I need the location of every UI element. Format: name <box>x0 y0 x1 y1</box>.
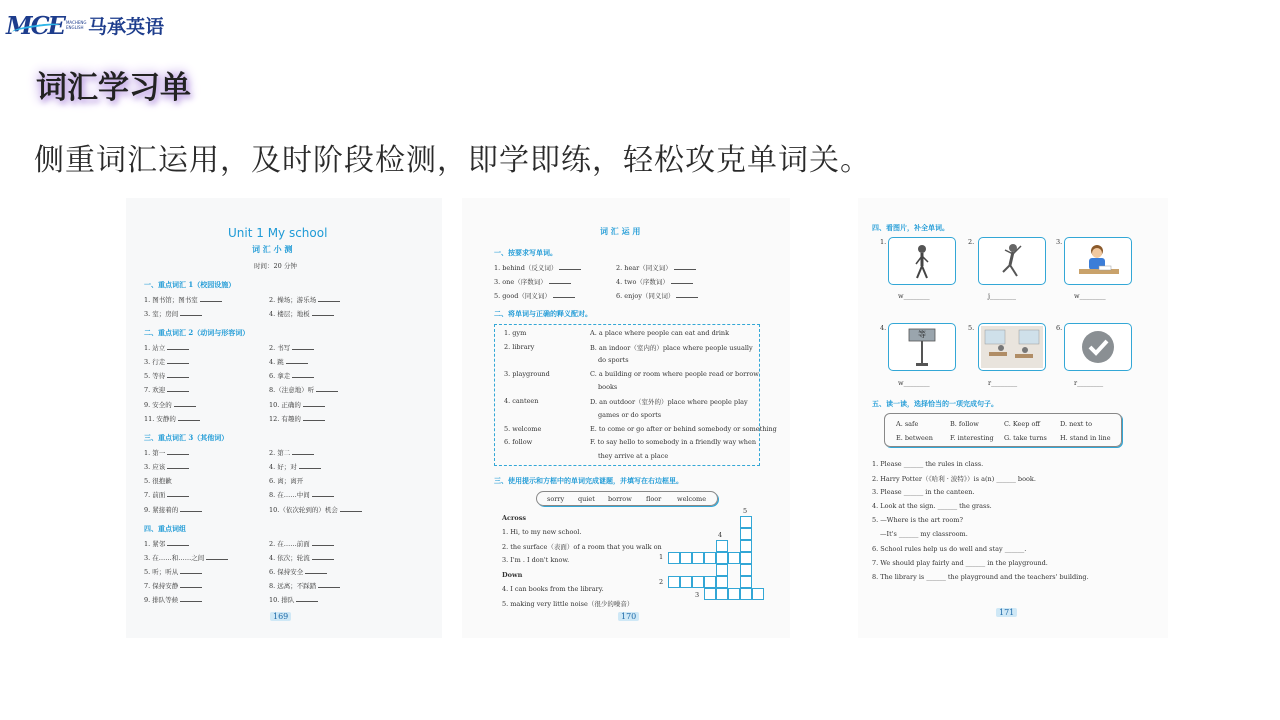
crossword-cell[interactable] <box>704 552 716 564</box>
page-title: 词汇学习单 <box>36 70 191 106</box>
list-item: 2. 书写 <box>269 343 314 352</box>
writing-boy-picture <box>1064 237 1132 285</box>
section-3-heading: 三、使用提示和方框中的单词完成谜题，并填写在右边框里。 <box>494 476 683 485</box>
crossword-cell[interactable] <box>740 552 752 564</box>
option: A. safe <box>896 420 919 428</box>
crossword-cell[interactable] <box>740 564 752 576</box>
match-def: D. an outdoor（室外的）place where people play <box>590 398 748 406</box>
list-item: 4. 楼层；地板 <box>269 309 334 318</box>
pic-number: 2. <box>968 238 975 246</box>
clue: 2. the surface（表面）of a room that you walk on <box>502 543 662 551</box>
match-def: E. to come or go after or behind somebody or something <box>590 425 777 433</box>
section-4-heading: 四、重点词组 <box>144 524 186 533</box>
page-number: 171 <box>996 608 1017 617</box>
sign-text: 等 <box>918 330 926 339</box>
match-word: 4. canteen <box>504 397 539 405</box>
list-item: 4. 好；对 <box>269 462 321 471</box>
crossword-cell[interactable] <box>716 564 728 576</box>
list-item: 7. 前面 <box>144 490 189 499</box>
list-item: 2. 操场；游乐场 <box>269 295 340 304</box>
option: H. stand in line <box>1060 434 1111 442</box>
list-item: 7. 欢迎 <box>144 385 189 394</box>
pic-hint: w________ <box>898 379 930 387</box>
clue: 4. I can books from the library. <box>502 585 604 593</box>
sentence: 7. We should play fairly and ______ in the playground. <box>872 559 1048 567</box>
pic-number: 3. <box>1056 238 1063 246</box>
list-item: 11. 安静的 <box>144 414 200 423</box>
grid-number: 4 <box>718 531 723 539</box>
list-item: 5. 很抱歉 <box>144 477 172 485</box>
page-heading: 词 汇 运 用 <box>600 226 641 236</box>
word-bank-item: borrow <box>608 495 632 503</box>
list-item: 10. 排队 <box>269 595 318 604</box>
list-item: 3. one（序数词） <box>494 277 571 286</box>
pic-number: 6. <box>1056 324 1063 332</box>
crossword-cell[interactable] <box>716 540 728 552</box>
crossword-cell[interactable] <box>680 552 692 564</box>
crossword-cell[interactable] <box>740 540 752 552</box>
list-item: 9. 紧接着的 <box>144 505 202 514</box>
match-def: they arrive at a place <box>598 452 669 460</box>
list-item: 7. 保持安静 <box>144 581 202 590</box>
crossword-cell[interactable] <box>728 552 740 564</box>
match-word: 3. playground <box>504 370 550 378</box>
option: D. next to <box>1060 420 1093 428</box>
grid-number: 5 <box>743 507 748 515</box>
pic-number: 1. <box>880 238 887 246</box>
grid-number: 3 <box>695 591 700 599</box>
pic-hint: r________ <box>988 379 1018 387</box>
section-2-heading: 二、将单词与正确的释义配对。 <box>494 309 592 318</box>
list-item: 8. 远离；不踩踏 <box>269 581 340 590</box>
crossword-cell[interactable] <box>740 528 752 540</box>
crossword-cell[interactable] <box>752 588 764 600</box>
list-item: 12. 有趣的 <box>269 414 325 423</box>
list-item: 1. 紧邻 <box>144 539 189 548</box>
pic-hint: w________ <box>1074 292 1106 300</box>
list-item: 5. good（同义词） <box>494 291 575 300</box>
crossword-cell[interactable] <box>728 588 740 600</box>
sentence: 8. The library is ______ the playground and the teachers' building. <box>872 573 1089 581</box>
match-def: C. a building or room where people read or borrow <box>590 370 759 378</box>
list-item: 2. 在……前面 <box>269 539 334 548</box>
match-def: A. a place where people can eat and drink <box>590 329 730 337</box>
option: B. follow <box>950 420 979 428</box>
list-item: 8.（注意地）听 <box>269 385 338 394</box>
crossword-cell[interactable] <box>680 576 692 588</box>
match-word: 5. welcome <box>504 425 542 433</box>
match-def: do sports <box>598 356 629 364</box>
list-item: 4. two（序数词） <box>616 277 693 286</box>
sentence: 3. Please ______ in the canteen. <box>872 488 975 496</box>
clue: 1. Hi, to my new school. <box>502 528 582 536</box>
list-item: 8. 在……中间 <box>269 490 334 499</box>
crossword-cell[interactable] <box>668 552 680 564</box>
list-item: 3. 应该 <box>144 462 189 471</box>
list-item: 3. 行走 <box>144 357 189 366</box>
pic-hint: j________ <box>988 292 1017 300</box>
list-item: 6. enjoy（同义词） <box>616 291 698 300</box>
quiz-time: 时间：20 分钟 <box>254 262 297 270</box>
section-1-heading: 一、按要求写单词。 <box>494 248 557 257</box>
crossword-cell[interactable] <box>668 576 680 588</box>
page-number: 170 <box>618 612 639 621</box>
grid-number: 1 <box>659 553 664 561</box>
pic-hint: w________ <box>898 292 930 300</box>
worksheet-page-170 <box>462 198 790 638</box>
list-item: 5. 听；听从 <box>144 567 202 576</box>
unit-title: Unit 1 My school <box>228 226 328 240</box>
match-def: B. an indoor（室内的）place where people usually <box>590 344 753 352</box>
page-number: 169 <box>270 612 291 621</box>
list-item: 6. 保持安全 <box>269 567 327 576</box>
match-word: 1. gym <box>504 329 527 337</box>
crossword-cell[interactable] <box>716 588 728 600</box>
list-item: 10.（依次轮到的）机会 <box>269 505 362 514</box>
crossword-cell[interactable] <box>716 576 728 588</box>
crossword-cell[interactable] <box>740 576 752 588</box>
option: F. interesting <box>950 434 994 442</box>
crossword-cell[interactable] <box>704 588 716 600</box>
option: C. Keep off <box>1004 420 1041 428</box>
sentence: 2. Harry Potter（《哈利 · 波特》）is a(n) ______ book. <box>872 475 1036 483</box>
sentence: 4. Look at the sign. ______ the grass. <box>872 502 992 510</box>
word-bank-item: floor <box>646 495 662 503</box>
pic-number: 5. <box>968 324 975 332</box>
worksheet-page-169 <box>126 198 442 638</box>
word-bank-item: quiet <box>578 495 595 503</box>
match-def: books <box>598 383 618 391</box>
list-item: 1. 第一 <box>144 448 189 457</box>
match-word: 2. library <box>504 343 535 351</box>
list-item: 4. 跳 <box>269 357 308 366</box>
section-1-heading: 一、重点词汇 1（校园设施） <box>144 280 236 289</box>
list-item: 6. 拿走 <box>269 371 314 380</box>
wait-sign-picture <box>888 323 956 371</box>
option: G. take turns <box>1004 434 1047 442</box>
crossword-cell[interactable] <box>692 576 704 588</box>
check-mark-picture <box>1064 323 1132 371</box>
jumping-boy-picture <box>978 237 1046 285</box>
walking-girl-picture <box>888 237 956 285</box>
sentence: 6. School rules help us do well and stay ______. <box>872 545 1027 553</box>
section-5-heading: 五、读一读，选择恰当的一项完成句子。 <box>872 399 998 408</box>
down-label: Down <box>502 571 523 579</box>
pic-number: 4. <box>880 324 887 332</box>
list-item: 1. 图书馆；图书室 <box>144 295 222 304</box>
match-def: F. to say hello to somebody in a friendly way when <box>590 438 757 446</box>
list-item: 9. 排队等候 <box>144 595 202 604</box>
match-def: games or do sports <box>598 411 662 419</box>
brand-logo <box>6 8 164 42</box>
sentence: 1. Please ______ the rules in class. <box>872 460 984 468</box>
list-item: 6. 离；离开 <box>269 477 304 485</box>
grid-number: 2 <box>659 578 664 586</box>
clue: 3. I'm . I don't know. <box>502 556 570 564</box>
list-item: 9. 安全的 <box>144 400 196 409</box>
classroom-picture <box>978 323 1046 371</box>
list-item: 10. 正确的 <box>269 400 325 409</box>
pic-hint: r________ <box>1074 379 1104 387</box>
section-3-heading: 三、重点词汇 3（其他词） <box>144 433 229 442</box>
section-2-heading: 二、重点词汇 2（动词与形容词） <box>144 328 250 337</box>
crossword-cell[interactable] <box>740 588 752 600</box>
logo-mark: MCE <box>6 10 64 40</box>
crossword-cell[interactable] <box>704 576 716 588</box>
list-item: 1. 站立 <box>144 343 189 352</box>
match-word: 6. follow <box>504 438 533 446</box>
across-label: Across <box>502 514 527 522</box>
page-subtitle: 侧重词汇运用，及时阶段检测，即学即练，轻松攻克单词关。 <box>34 143 871 178</box>
quiz-title: 词 汇 小 测 <box>252 244 293 254</box>
worksheet-page-171 <box>858 198 1168 638</box>
sentence: 5. —Where is the art room? <box>872 516 963 524</box>
list-item: 2. hear（同义词） <box>616 263 696 272</box>
crossword-cell[interactable] <box>716 552 728 564</box>
option: E. between <box>896 434 933 442</box>
list-item: 1. behind（反义词） <box>494 263 581 272</box>
list-item: 5. 等待 <box>144 371 189 380</box>
list-item: 3. 在……和……之间 <box>144 553 228 562</box>
list-item: 4. 依次；轮流 <box>269 553 334 562</box>
logo-subtext: MACHENG ENGLISH <box>65 20 87 30</box>
section-4-heading: 四、看图片，补全单词。 <box>872 223 949 232</box>
crossword-cell[interactable] <box>692 552 704 564</box>
list-item: 2. 第二 <box>269 448 314 457</box>
sentence: —It's ______ my classroom. <box>880 530 968 538</box>
clue: 5. making very little noise（很少的噪音） <box>502 600 634 608</box>
logo-chinese: 马承英语 <box>87 15 164 38</box>
list-item: 3. 室；房间 <box>144 309 202 318</box>
word-bank-item: sorry <box>547 495 565 503</box>
word-bank-item: welcome <box>677 495 707 503</box>
crossword-cell[interactable] <box>740 516 752 528</box>
